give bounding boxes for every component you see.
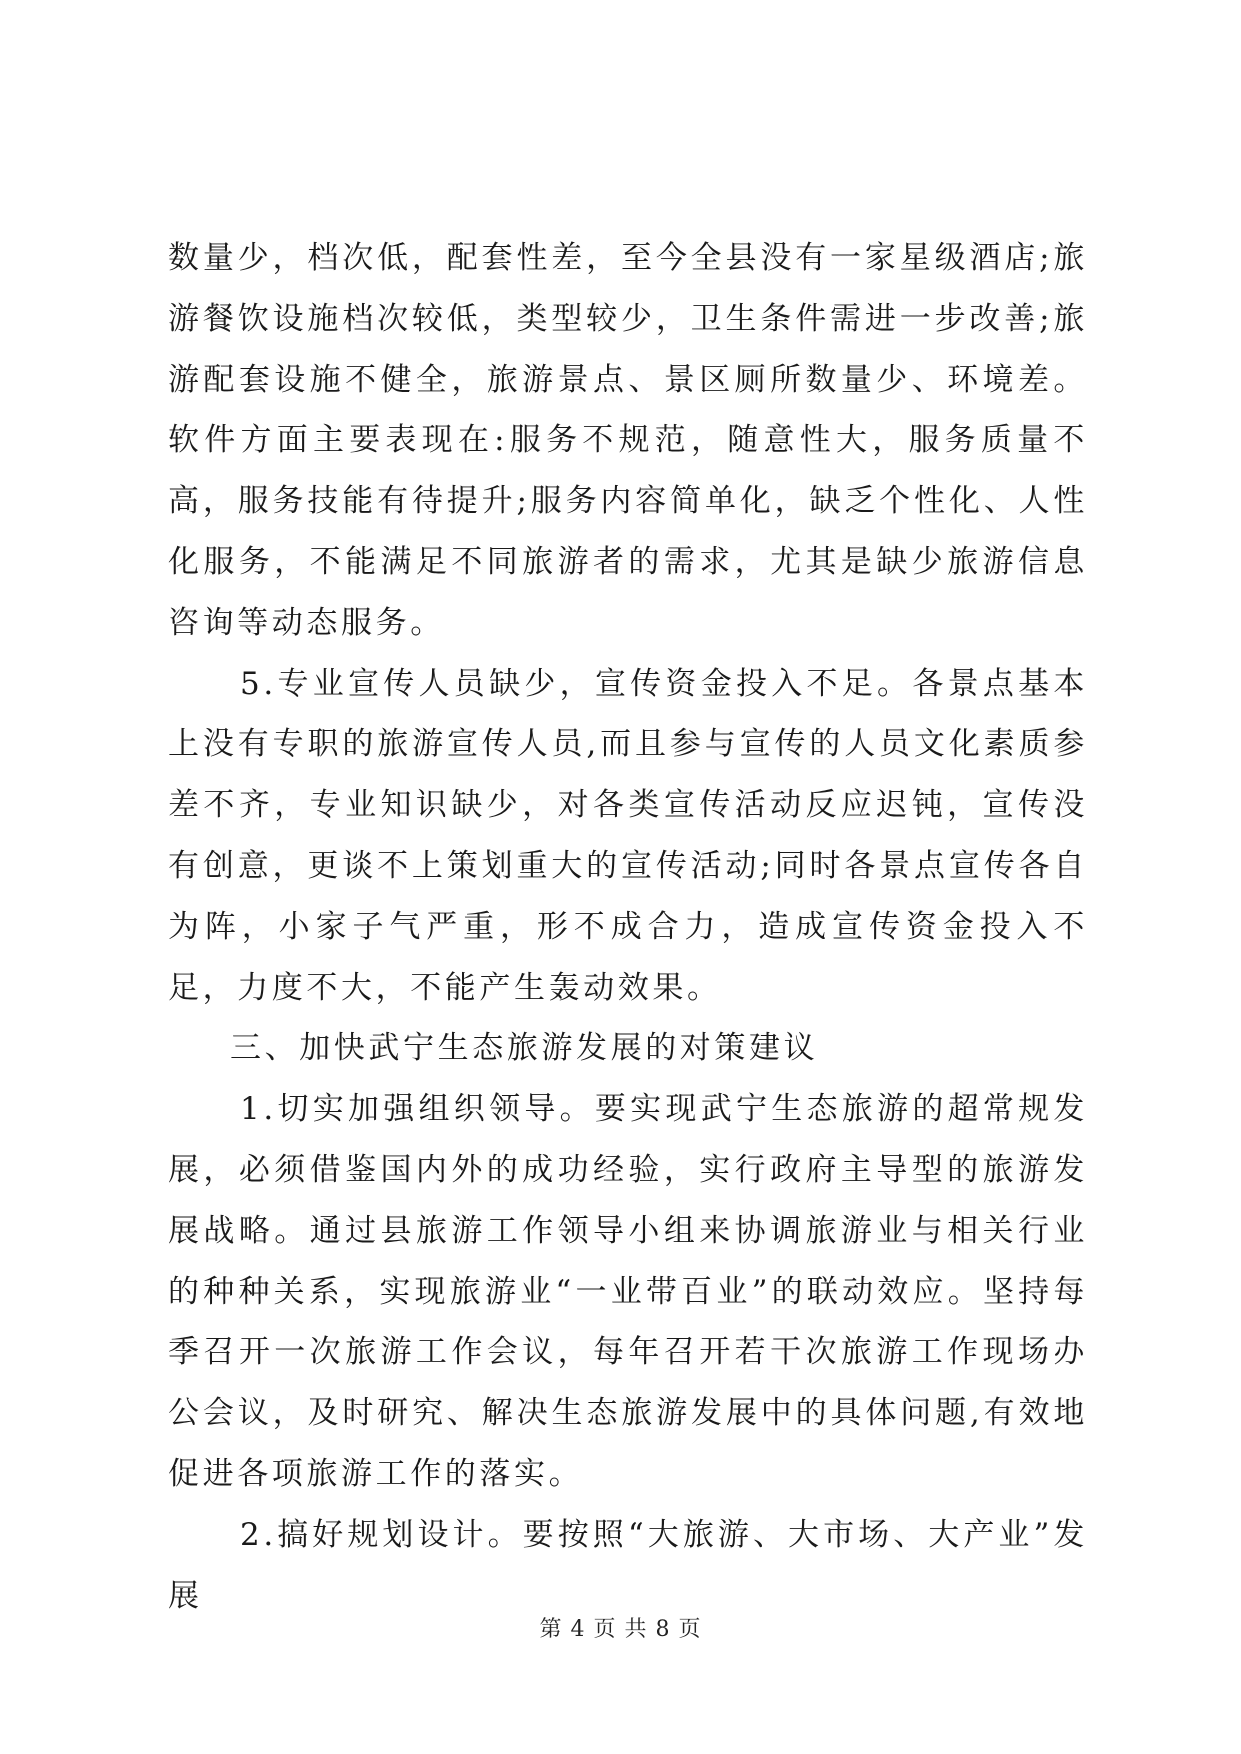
paragraph-item-2: 2.搞好规划设计。要按照“大旅游、大市场、大产业”发展	[168, 1516, 1088, 1614]
section-heading: 三、加快武宁生态旅游发展的对策建议	[230, 1030, 819, 1067]
paragraph-item-1: 1.切实加强组织领导。要实现武宁生态旅游的超常规发展，必须借鉴国内外的成功经验，实行政府主导型的旅游发展战略。通过县旅游工作领导小组来协调旅游业与相关行业的种种关系，实现旅游业“一业带百业”的联动效应。坚持每季召开一次旅游工作会议，每年召开若干次旅游工作现场办公会议，及时研究、解决生态旅游发展中的具体问题,有效地促进各项旅游工作的落实。	[168, 1091, 1088, 1492]
paragraph-continuation: 数量少，档次低，配套性差，至今全县没有一家星级酒店;旅游餐饮设施档次较低，类型较少，卫生条件需进一步改善;旅游配套设施不健全，旅游景点、景区厕所数量少、环境差。软件方面主要表现在:服务不规范，随意性大，服务质量不高，服务技能有待提升;服务内容简单化，缺乏个性化、人性化服务，不能满足不同旅游者的需求，尤其是缺少旅游信息咨询等动态服务。	[168, 240, 1088, 641]
paragraph-item-5: 5.专业宣传人员缺少，宣传资金投入不足。各景点基本上没有专职的旅游宣传人员,而且参与宣传的人员文化素质参差不齐，专业知识缺少，对各类宣传活动反应迟钝，宣传没有创意，更谈不上策划重大的宣传活动;同时各景点宣传各自为阵，小家子气严重，形不成合力，造成宣传资金投入不足，力度不大，不能产生轰动效果。	[168, 665, 1088, 1006]
page-footer: 第 4 页 共 8 页	[539, 1617, 702, 1642]
body-text	[168, 228, 1088, 1626]
